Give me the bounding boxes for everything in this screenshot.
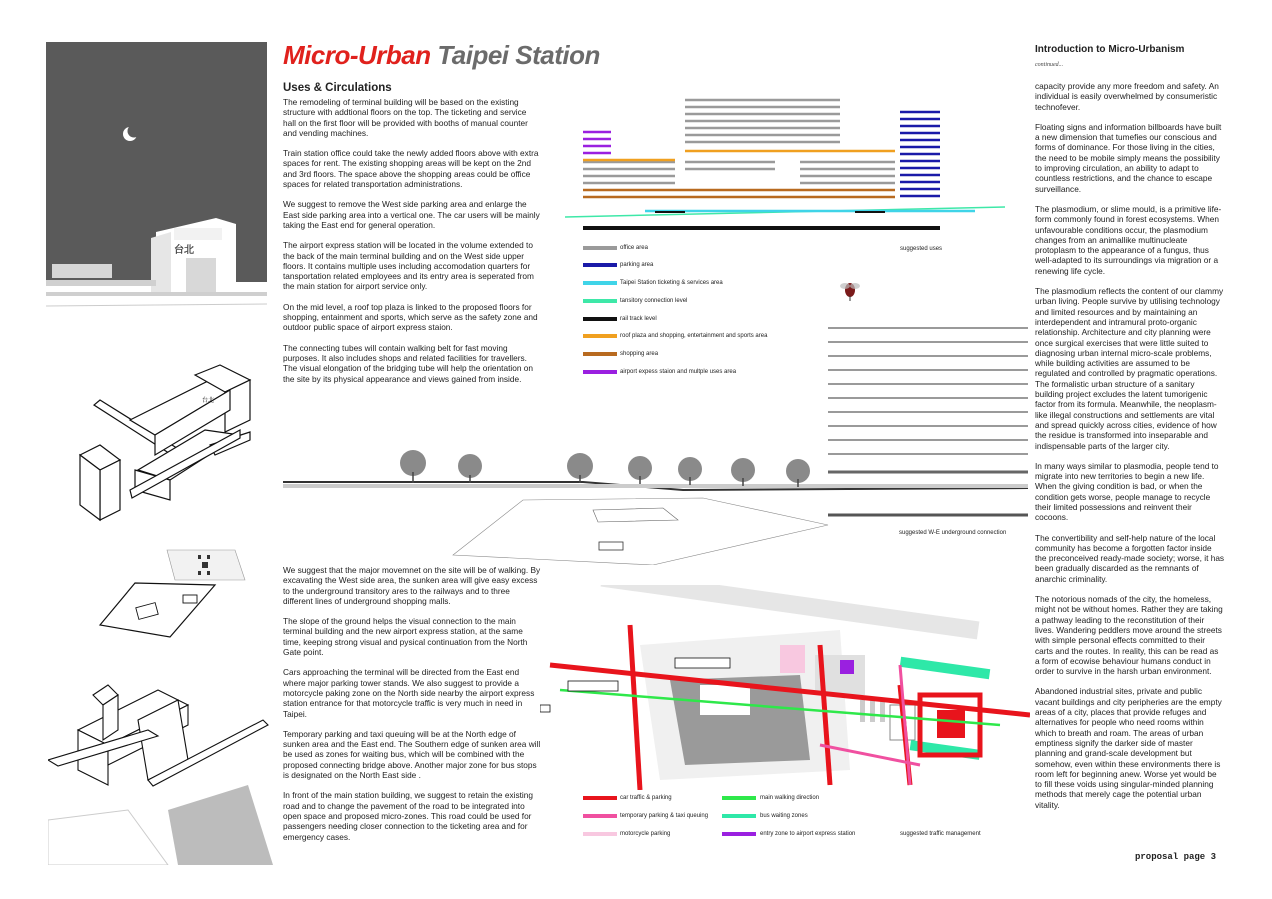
title-grey-part: Taipei Station	[437, 40, 600, 70]
intro-paragraph: The plasmodium, or slime mould, is a primitive life-form commonly found in forest ecosystems. When unfavourable conditions occur, the plasmodium changes from an animallike multinucleate protoplasm to the appearance of a fungus, thus well-adapted to its surroundings via migration or a renewing life cycle.	[1035, 203, 1222, 276]
intro-paragraph: Abandoned industrial sites, private and public vacant buildings and city peripheries are the empty areas of a city, places that provide refuges and alternatives for people who need rooms within which to breath and roam. The areas of urban emptiness signify the darker side of master planning and grand-scale development but somehow, even within these environments there is room left for beginning anew. Worse yet would be to fill these voids using singular-minded planning methods that merely cage the potential urban vitality.	[1035, 686, 1222, 810]
walking-paragraphs	[283, 565, 541, 842]
legend-swatch-walking	[722, 796, 756, 800]
section-caption: suggested W-E underground connection	[899, 530, 1007, 536]
intro-paragraphs	[1035, 81, 1225, 810]
legend-swatch-ticketing	[583, 281, 617, 285]
legend-swatch-bus	[722, 814, 756, 818]
legend-swatch-taxi	[583, 814, 617, 818]
legend-label: rail track level	[620, 316, 657, 322]
uses-paragraph: The connecting tubes will contain walking belt for fast moving purposes. It also includes shops and related facilities for travellers. The visual elongation of the bridging tube will help the orientation on the site by its physical appearance and views gained from inside.	[283, 342, 533, 384]
legend-swatch-motorcycle	[583, 832, 617, 836]
legend-label: roof plaza and shopping, entertainment and sports area	[620, 333, 768, 339]
intro-continued: continued...	[1035, 62, 1064, 68]
uses-paragraph: We suggest to remove the West side parking area and enlarge the East side parking area into a vertical one. The car users will be mainly taking the East end for general operation.	[283, 199, 540, 230]
intro-paragraph: The convertibility and self-help nature of the local community has become a forgotten factor inside the preconceived ready-made society; worse, it has been gradually discarded as the remnants of anarchic criminality.	[1035, 532, 1225, 584]
intro-title: Introduction to Micro-Urbanism	[1035, 44, 1185, 55]
uses-heading: Uses & Circulations	[283, 82, 392, 94]
legend-label: shopping area	[620, 351, 659, 357]
legend-swatch-transitory	[583, 299, 617, 303]
axonometric-massing-top	[60, 360, 275, 540]
traffic-site-plan	[540, 585, 1030, 790]
street-section-diagram	[283, 320, 1028, 565]
legend-swatch-parking	[583, 263, 617, 267]
uses-paragraph: The remodeling of terminal building will be based on the existing structure with addtional floors on the top. The ticketing and service hall on the first floor will be provided with booths of manual counter and vending machines.	[283, 97, 528, 138]
uses-paragraph: The airport express station will be located in the volume extended to the back of the main terminal building and on the West side upper floors. It contains multiple uses including accomodation quarters for tansportation related employees and its entry area is seperated from the main station for airport service only.	[283, 240, 534, 292]
page-footer: proposal page 3	[1135, 852, 1217, 862]
legend-label: parking area	[620, 262, 654, 268]
walking-paragraph: The slope of the ground helps the visual connection to the main terminal building and the new airport express station, at the same time, keeping strong visual and pysical continuation from the North Gate point.	[283, 616, 528, 658]
legend-label: car traffic & parking	[620, 795, 672, 801]
traffic-caption: suggested traffic management	[900, 831, 981, 837]
svg-text:台北: 台北	[202, 397, 215, 404]
legend-label: main walking direction	[760, 795, 820, 801]
legend-swatch-car-traffic	[583, 796, 617, 800]
walking-paragraph: We suggest that the major movemnet on the site will be of walking. By excavating the West side area, the sunken area will give easy excess to the underground transitory ares to the railways and to three different lines of underground shopping malls.	[283, 565, 541, 606]
legend-swatch-office	[583, 246, 617, 250]
legend-label: airport expess staion and multple uses area	[620, 369, 737, 375]
uses-paragraph: Train station office could take the newly added floors above with extra spaces for rent. The existing shopping areas will be kept on the 2nd and 3rd floors. The space above the shopping areas could be office spaces for related transportation administrations.	[283, 148, 539, 190]
intro-paragraph: The notorious nomads of the city, the homeless, might not be without homes. Rather they are taking a pathway leading to the reconstitution of their lives. Wandering peddlers move around the streets with simple personal effects committed to their carts and the routes. In reality, this can be read as a form of ecowise behaviour humans conduct in order to survive in the harsh urban environment.	[1035, 594, 1223, 677]
legend-label: office area	[620, 245, 648, 251]
walking-paragraph: In front of the main station building, we suggest to retain the existing road and to change the pavement of the road to be integrated into open space and proposed micro-zones. This road could be used for passengers needing closer connection to the ticketing area and for emergency cases.	[283, 790, 533, 842]
legend-label: bus waiting zones	[760, 813, 808, 819]
legend-label: tansitory connection level	[620, 298, 688, 304]
intro-paragraph: The plasmodium reflects the content of our clammy urban living. People survive by utilising technology and limited resources and by maintaining an interdependent and intramural proto-organic relationship. Architecture and city planning were once surgical exercises that were little suited to diagnosing urban internal micro-scale problems, while building activities are assumed to be regulated and controlled by pragmatic operations. The formalistic urban structure of a sanitary building project excludes the latent tumorigenic factor from its formula. Meanwhile, the neoplasm-like illegal constructions and settlements are vital and spread quickly across cities, evidence of how the residue is transformed into inseparable and indispensable parts of the larger city.	[1035, 286, 1224, 451]
legend-label: entry zone to airport express station	[760, 831, 856, 837]
intro-paragraph: In many ways similar to plasmodia, people tend to migrate into new territories to begin a new life. When the giving condition is bad, or when the condition gets worse, people manage to recycle their limited possessions and reinvent their cocoons.	[1035, 460, 1219, 523]
insect-icon	[838, 278, 862, 302]
uses-caption: suggested uses	[900, 246, 943, 252]
page-title	[283, 40, 600, 71]
intro-paragraph: capacity provide any more freedom and safety. An individual is easily overwhelmed by consumeristic technofever.	[1035, 81, 1219, 112]
legend-label: Taipei Station ticketing & services area	[620, 280, 723, 286]
intro-paragraph: Floating signs and information billboards have built a new dimension that tumefies our conscious and forms of dominance. For those living in the cities, the need to be mobile simply means the possibility to improving circulation, an ability to adapt to countless restrictions, and the chance to escape surveillance.	[1035, 121, 1222, 194]
title-red-part: Micro-Urban	[283, 40, 431, 70]
uses-paragraph: On the mid level, a roof top plaza is linked to the proposed floors for shopping, entainment and sports, which serve as the safety zone and outdoor public space of airport express staion.	[283, 301, 538, 333]
legend-label: temporary parking & taxi queuing	[620, 813, 709, 819]
legend-label: motorcycle parking	[620, 831, 671, 837]
legend-swatch-airport-entry	[722, 832, 756, 836]
walking-paragraph: Temporary parking and taxi queuing will be at the North edge of sunken area and the East end. The Southern edge of sunken area will be used as zones for waiting bus, which will be combined with the proposed connecting bridge above. Another major zone for bus stops is designated on the North East side .	[283, 728, 541, 781]
axonometric-massing-bottom	[48, 670, 273, 865]
sunken-plaza-axonometric	[95, 545, 275, 640]
station-sign: 台北	[174, 245, 194, 256]
walking-paragraph: Cars approaching the terminal will be directed from the East end where major parking tower stands. We also suggest to provide a motorcycle paking zone on the North side nearby the airport express station entrance for that motorcycle traffic is very much in need in Taipei.	[283, 667, 535, 719]
night-perspective-render	[46, 42, 267, 328]
uses-section-diagram	[565, 95, 1025, 235]
